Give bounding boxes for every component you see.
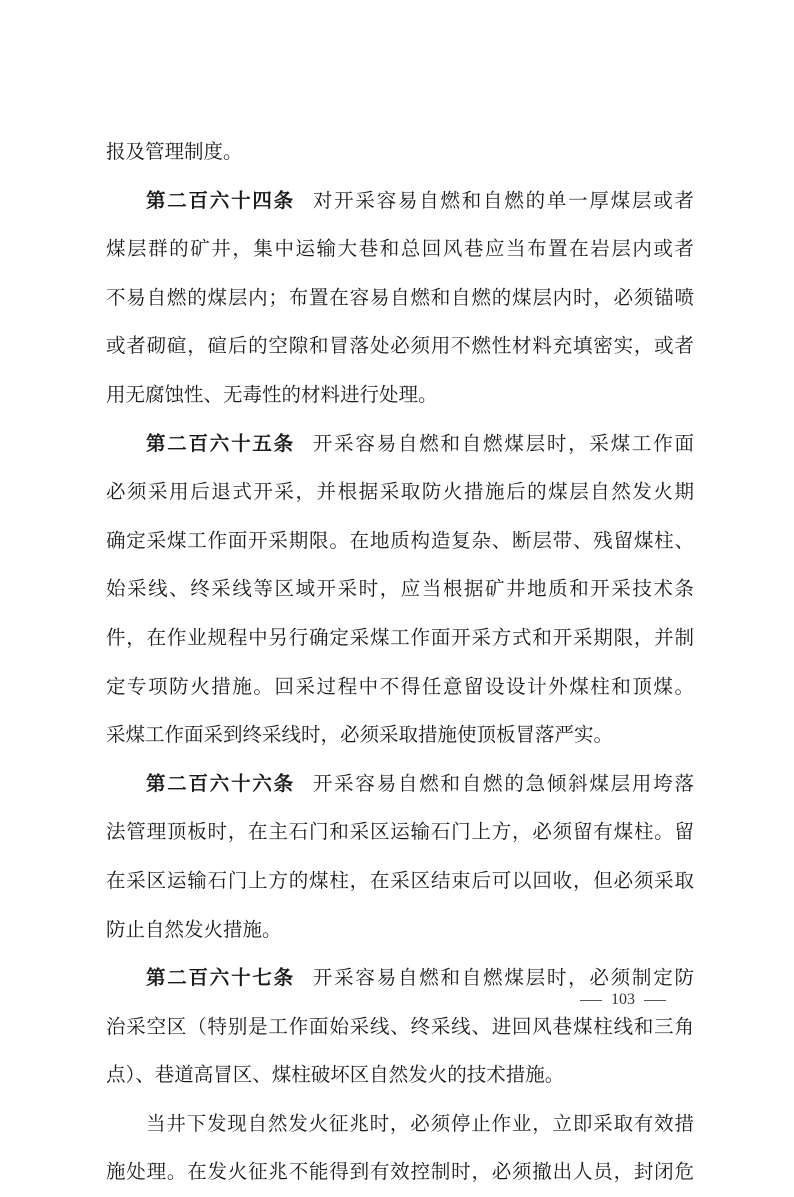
article-267-label: 第二百六十七条 [146, 966, 295, 990]
page-number-left-dash [580, 1000, 602, 1001]
article-264-line: 或者砌碹，碹后的空隙和冒落处必须用不燃性材料充填密实，或者 [106, 334, 694, 358]
article-266-line: 在采区运输石门上方的煤柱，在采区结束后可以回收，但必须采取 [106, 868, 694, 892]
article-267-line: 治采空区（特别是工作面始采线、终采线、进回风巷煤柱线和三角 [106, 1014, 694, 1038]
continuation-line: 报及管理制度。 [106, 140, 243, 163]
page-number-value: 103 [611, 991, 635, 1008]
paragraph-line: 施处理。在发火征兆不能得到有效控制时，必须撤出人员，封闭危 [106, 1160, 694, 1184]
article-265-line: 件，在作业规程中另行确定采煤工作面开采方式和开采期限，并制 [106, 625, 694, 649]
page-number-right-dash [644, 1000, 666, 1001]
article-266-line: 法管理顶板时，在主石门和采区运输石门上方，必须留有煤柱。留 [106, 820, 694, 844]
article-265-label: 第二百六十五条 [146, 431, 295, 455]
article-264-line: 用无腐蚀性、无毒性的材料进行处理。 [106, 382, 438, 406]
article-264-line: 不易自燃的煤层内；布置在容易自燃和自燃的煤层内时，必须锚喷 [106, 285, 694, 309]
article-267-line: 点）、巷道高冒区、煤柱破坏区自然发火的技术措施。 [106, 1063, 565, 1087]
article-266-line: 防止自然发火措施。 [106, 917, 282, 941]
article-264-first-line [106, 177, 694, 226]
page-number [580, 991, 680, 1009]
article-265-line: 采煤工作面采到终采线时，必须采取措施使顶板冒落严实。 [106, 723, 614, 747]
article-265-first-line [106, 420, 694, 469]
article-266-first-line [106, 760, 694, 809]
article-265-line: 定专项防火措施。回采过程中不得任意留设设计外煤柱和顶煤。 [106, 674, 694, 698]
article-264-label: 第二百六十四条 [146, 188, 295, 212]
article-264-line: 煤层群的矿井，集中运输大巷和总回风巷应当布置在岩层内或者 [106, 237, 694, 261]
article-266-text: 开采容易自燃和自燃的急倾斜煤层用垮落 [312, 771, 694, 795]
article-267-text: 开采容易自燃和自燃煤层时，必须制定防 [312, 966, 694, 990]
article-265-line: 确定采煤工作面开采期限。在地质构造复杂、断层带、残留煤柱、 [106, 528, 694, 552]
article-265-text: 开采容易自燃和自燃煤层时，采煤工作面 [312, 431, 694, 455]
article-265-line: 必须采用后退式开采，并根据采取防火措施后的煤层自然发火期 [106, 480, 694, 504]
article-266-label: 第二百六十六条 [146, 771, 295, 795]
article-264-text: 对开采容易自燃和自燃的单一厚煤层或者 [312, 188, 694, 212]
document-body [106, 128, 694, 1197]
article-265-line: 始采线、终采线等区域开采时，应当根据矿井地质和开采技术条 [106, 577, 694, 601]
paragraph-first-line: 当井下发现自然发火征兆时，必须停止作业，立即采取有效措 [146, 1111, 694, 1135]
